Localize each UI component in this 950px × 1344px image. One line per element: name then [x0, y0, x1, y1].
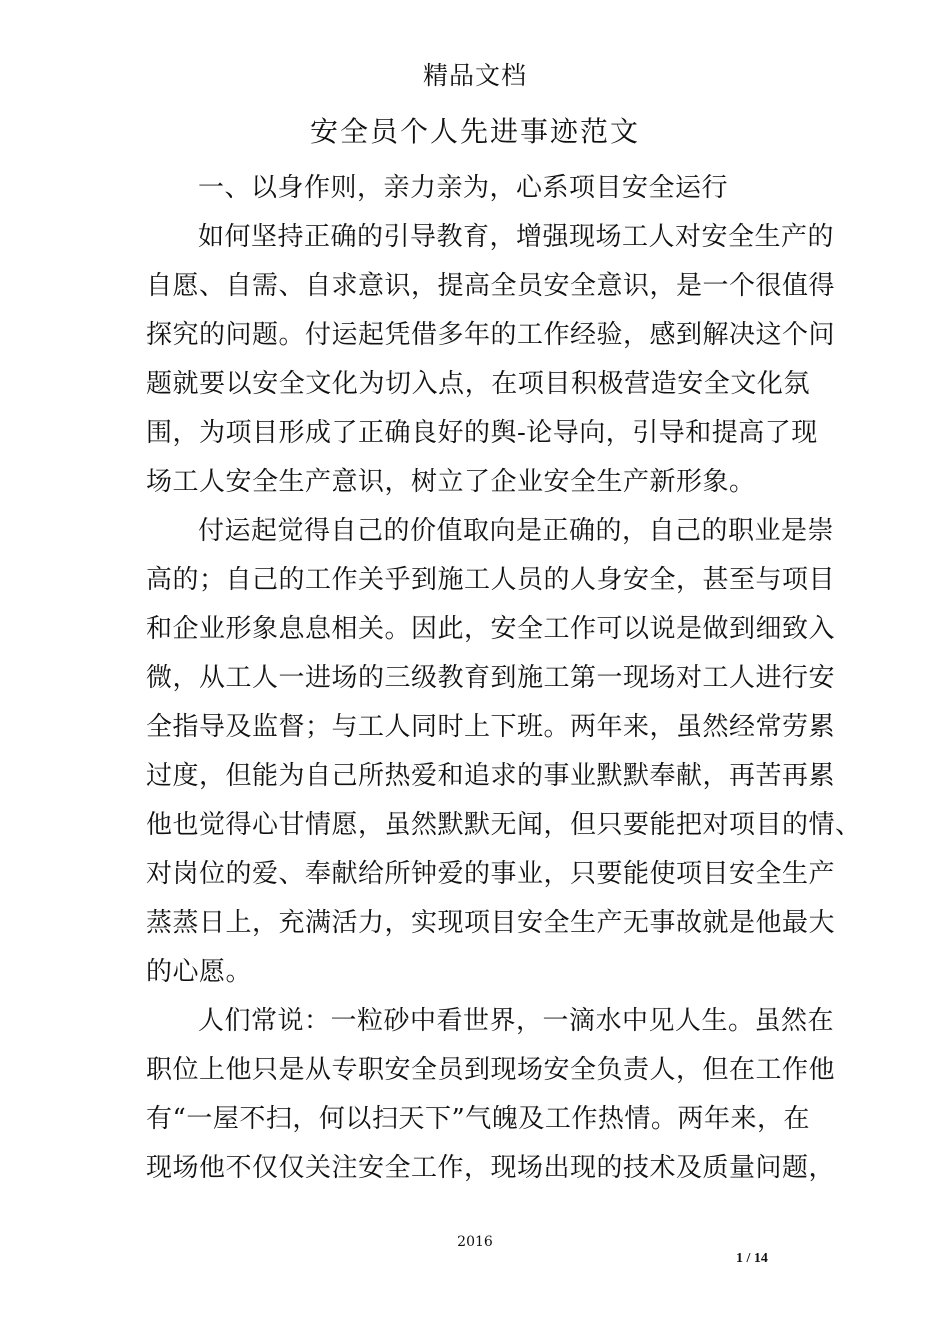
text-line: 有“一屋不扫，何以扫天下”气魄及工作热情。两年来，在: [146, 1104, 810, 1134]
page-title: 安全员个人先进事迹范文: [309, 115, 640, 148]
text-line: 一、以身作则，亲力亲为，心系项目安全运行: [198, 173, 729, 203]
text-line: 高的；自己的工作关乎到施工人员的人身安全，甚至与项目: [146, 565, 836, 595]
paragraph: [146, 213, 836, 507]
text-line: 如何坚持正确的引导教育，增强现场工人对安全生产的: [198, 222, 835, 252]
text-line: 人们常说：一粒砂中看世界，一滴水中见人生。虽然在: [198, 1006, 835, 1036]
text-line: 和企业形象息息相关。因此，安全工作可以说是做到细致入: [146, 614, 836, 644]
text-line: 现场他不仅仅关注安全工作，现场出现的技术及质量问题，: [146, 1153, 836, 1183]
text-line: 全指导及监督；与工人同时上下班。两年来，虽然经常劳累: [146, 712, 836, 742]
paragraph: [146, 164, 810, 213]
page-number: 1 / 14: [736, 1251, 768, 1266]
text-line: 过度，但能为自己所热爱和追求的事业默默奉献，再苦再累: [146, 761, 836, 791]
text-line: 付运起觉得自己的价值取向是正确的，自己的职业是崇: [198, 516, 835, 546]
text-line: 场工人安全生产意识，树立了企业安全生产新形象。: [146, 467, 756, 497]
text-line: 的心愿。: [146, 957, 253, 987]
paragraph: [146, 507, 862, 997]
header-label: 精品文档: [422, 61, 527, 90]
footer-year: 2016: [457, 1234, 493, 1250]
text-line: 他也觉得心甘情愿，虽然默默无闻，但只要能把对项目的情、: [146, 810, 862, 840]
text-line: 蒸蒸日上，充满活力，实现项目安全生产无事故就是他最大: [146, 908, 836, 938]
text-line: 微，从工人一进场的三级教育到施工第一现场对工人进行安: [146, 663, 836, 693]
text-line: 围，为项目形成了正确良好的舆-论导向，引导和提高了现: [146, 418, 818, 448]
text-line: 对岗位的爱、奉献给所钟爱的事业，只要能使项目安全生产: [146, 859, 836, 889]
text-line: 自愿、自需、自求意识，提高全员安全意识，是一个很值得: [146, 271, 836, 301]
document-body: [146, 164, 862, 1193]
text-line: 探究的问题。付运起凭借多年的工作经验，感到解决这个问: [146, 320, 836, 350]
text-line: 题就要以安全文化为切入点，在项目积极营造安全文化氛: [146, 369, 810, 399]
text-line: 职位上他只是从专职安全员到现场安全负责人，但在工作他: [146, 1055, 836, 1085]
paragraph: [146, 997, 836, 1193]
